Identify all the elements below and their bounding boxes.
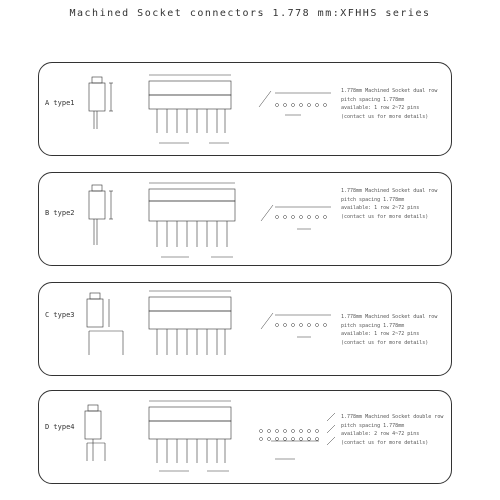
spec-list xyxy=(341,413,451,447)
spec-line: available: 2 row 4~72 pins xyxy=(341,431,420,437)
spec-list xyxy=(341,187,451,221)
spec-line: 1.778mm Machined Socket dual row xyxy=(341,314,438,320)
spec-line: pitch spacing 1.778mm xyxy=(341,196,405,203)
page-title: Machined Socket connectors 1.778 mm:XFHHS series xyxy=(69,8,431,19)
connector-panel-d xyxy=(38,390,452,484)
type-label: C type3 xyxy=(45,311,75,319)
spec-line: 1.778mm Machined Socket dual row xyxy=(341,188,438,194)
spec-line: pitch spacing 1.778mm xyxy=(341,322,405,329)
connector-panel-a xyxy=(38,62,452,156)
spec-list xyxy=(341,313,451,347)
spec-line: pitch spacing 1.778mm xyxy=(341,96,405,103)
spec-line: available: 1 row 2~72 pins xyxy=(341,105,420,111)
type-label: B type2 xyxy=(45,209,75,217)
spec-line: pitch spacing 1.778mm xyxy=(341,422,405,429)
type-label: A type1 xyxy=(45,99,75,107)
spec-line: (contact us for more details) xyxy=(341,213,429,220)
connector-panel-c xyxy=(38,282,452,376)
spec-list xyxy=(341,87,451,121)
spec-line: 1.778mm Machined Socket dual row xyxy=(341,88,438,94)
type-label: D type4 xyxy=(45,423,75,431)
spec-line: available: 1 row 2~72 pins xyxy=(341,205,420,211)
spec-line: (contact us for more details) xyxy=(341,439,429,446)
spec-line: 1.778mm Machined Socket double row xyxy=(341,414,444,420)
spec-line: (contact us for more details) xyxy=(341,113,429,120)
connector-panel-b xyxy=(38,172,452,266)
spec-line: (contact us for more details) xyxy=(341,339,429,346)
spec-line: available: 1 row 2~72 pins xyxy=(341,331,420,337)
